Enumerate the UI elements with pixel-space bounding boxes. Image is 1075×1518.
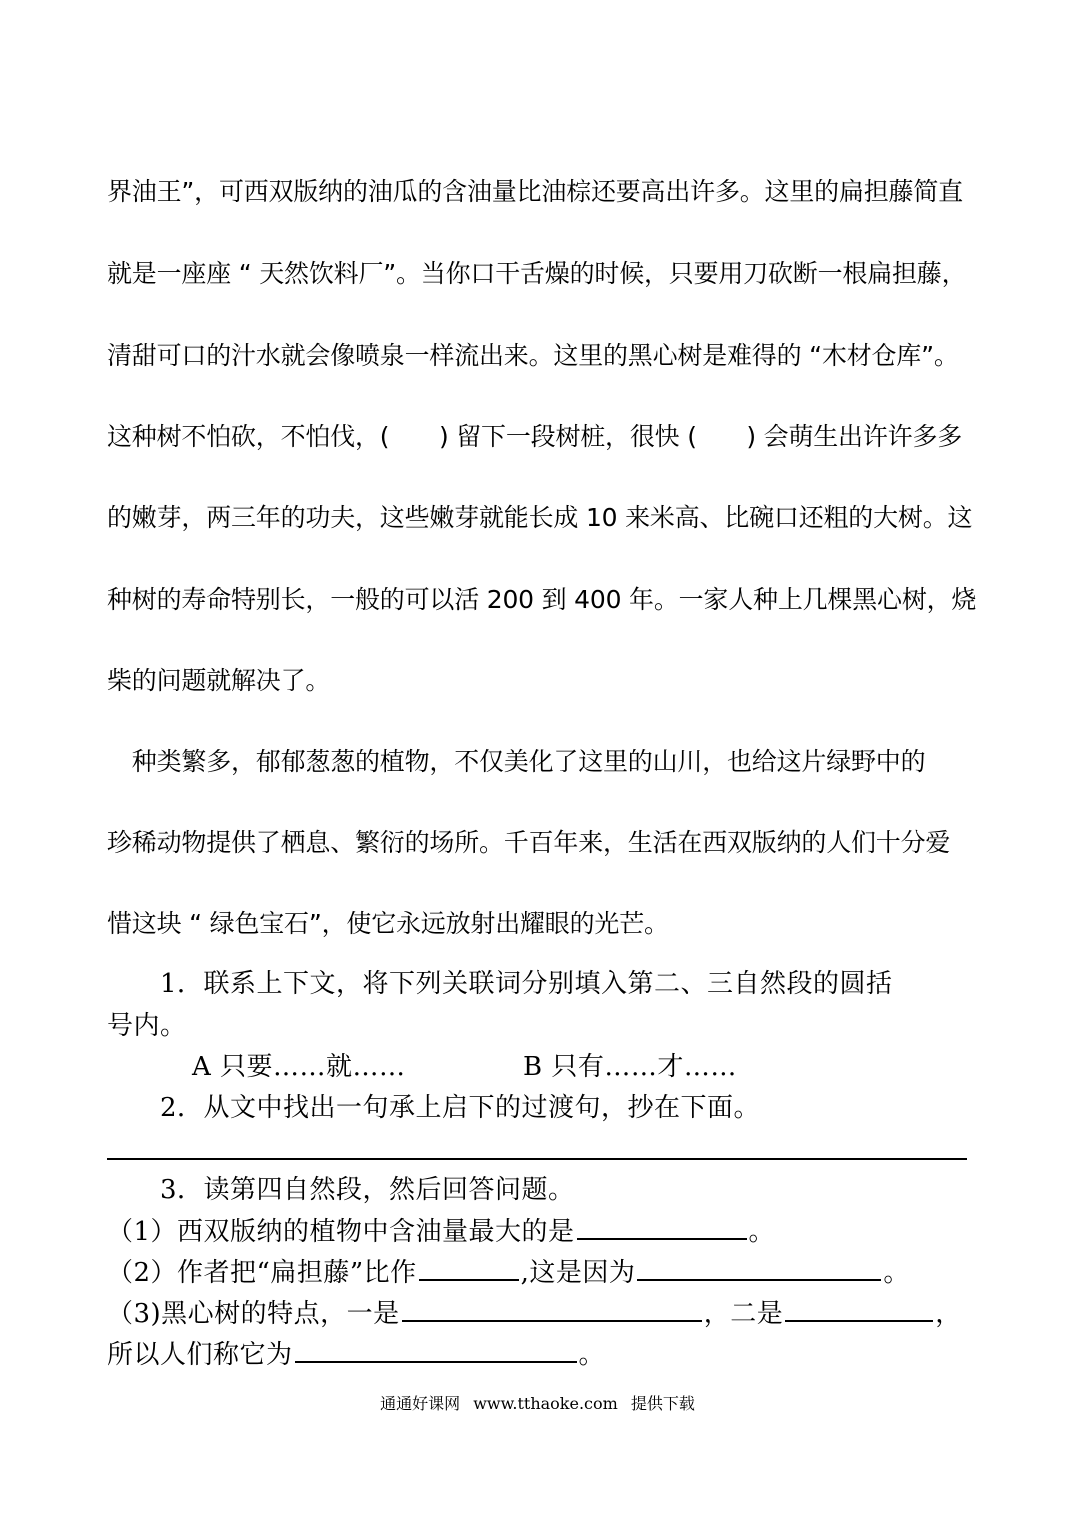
option-b: B 只有……才…… [523, 1052, 737, 1082]
passage-line: 的嫩芽，两三年的功夫，这些嫩芽就能长成 10 来米高、比碗口还粗的大树。这 [107, 503, 973, 532]
question-1-text: 1．联系上下文，将下列关联词分别填入第二、三自然段的圆括 [107, 969, 893, 999]
question-3-3 [107, 1294, 971, 1331]
answer-blank[interactable] [419, 1253, 519, 1281]
answer-blank[interactable] [637, 1253, 881, 1281]
question-3-2-text: （2）作者把“扁担藤”比作 [107, 1258, 417, 1288]
answer-line-q2[interactable] [107, 1158, 967, 1160]
passage-line: 界油王”，可西双版纳的油瓜的含油量比油棕还要高出许多。这里的扁担藤简直 [107, 177, 963, 206]
question-3-3-text: （3)黑心树的特点，一是 [107, 1299, 400, 1329]
question-3-1 [107, 1212, 971, 1249]
question-3-3-text: 所以人们称它为 [107, 1340, 293, 1370]
passage-line: 珍稀动物提供了栖息、繁衍的场所。千百年来，生活在西双版纳的人们十分爱 [107, 828, 951, 857]
answer-blank[interactable] [785, 1294, 933, 1322]
passage-line: 就是一座座 “ 天然饮料厂”。当你口干舌燥的时候，只要用刀砍断一根扁担藤， [107, 259, 967, 288]
question-3-text: 3．读第四自然段，然后回答问题。 [107, 1175, 575, 1205]
footer-url[interactable]: www.tthaoke.com [473, 1394, 618, 1413]
answer-blank[interactable] [295, 1335, 577, 1363]
footer [0, 1394, 1075, 1414]
punctuation: ， [935, 1299, 962, 1329]
punctuation: 。 [748, 1217, 776, 1247]
passage-line: 种树的寿命特别长，一般的可以活 200 到 400 年。一家人种上几棵黑心树，烧 [107, 585, 977, 614]
question-1-text-cont: 号内。 [107, 1011, 187, 1041]
passage-line: 惜这块 “ 绿色宝石”，使它永远放射出耀眼的光芒。 [107, 909, 669, 938]
passage-line: 种类繁多，郁郁葱葱的植物，不仅美化了这里的山川，也给这片绿野中的 [107, 747, 926, 776]
question-3-3-text: ，二是 [703, 1299, 784, 1329]
passage-line: 清甜可口的汁水就会像喷泉一样流出来。这里的黑心树是难得的 “木材仓库”。 [107, 341, 959, 370]
footer-site-name: 通通好课网 [380, 1394, 461, 1413]
question-3-2 [107, 1253, 971, 1290]
passage-line: 这种树不怕砍，不怕伐，( ) 留下一段树桩，很快 ( ) 会萌生出许许多多 [107, 422, 963, 451]
question-3-2-text: ,这是因为 [520, 1258, 636, 1288]
punctuation: 。 [578, 1340, 606, 1370]
question-3-1-text: （1）西双版纳的植物中含油量最大的是 [107, 1217, 575, 1247]
passage-line: 柴的问题就解决了。 [107, 666, 331, 695]
answer-blank[interactable] [577, 1212, 747, 1240]
option-a: A 只要……就…… [192, 1052, 406, 1082]
answer-blank[interactable] [402, 1294, 702, 1322]
question-2-text: 2．从文中找出一句承上启下的过渡句，抄在下面。 [107, 1093, 761, 1123]
footer-note: 提供下载 [630, 1394, 695, 1413]
question-3-3-cont [107, 1335, 971, 1372]
punctuation: 。 [883, 1258, 910, 1288]
